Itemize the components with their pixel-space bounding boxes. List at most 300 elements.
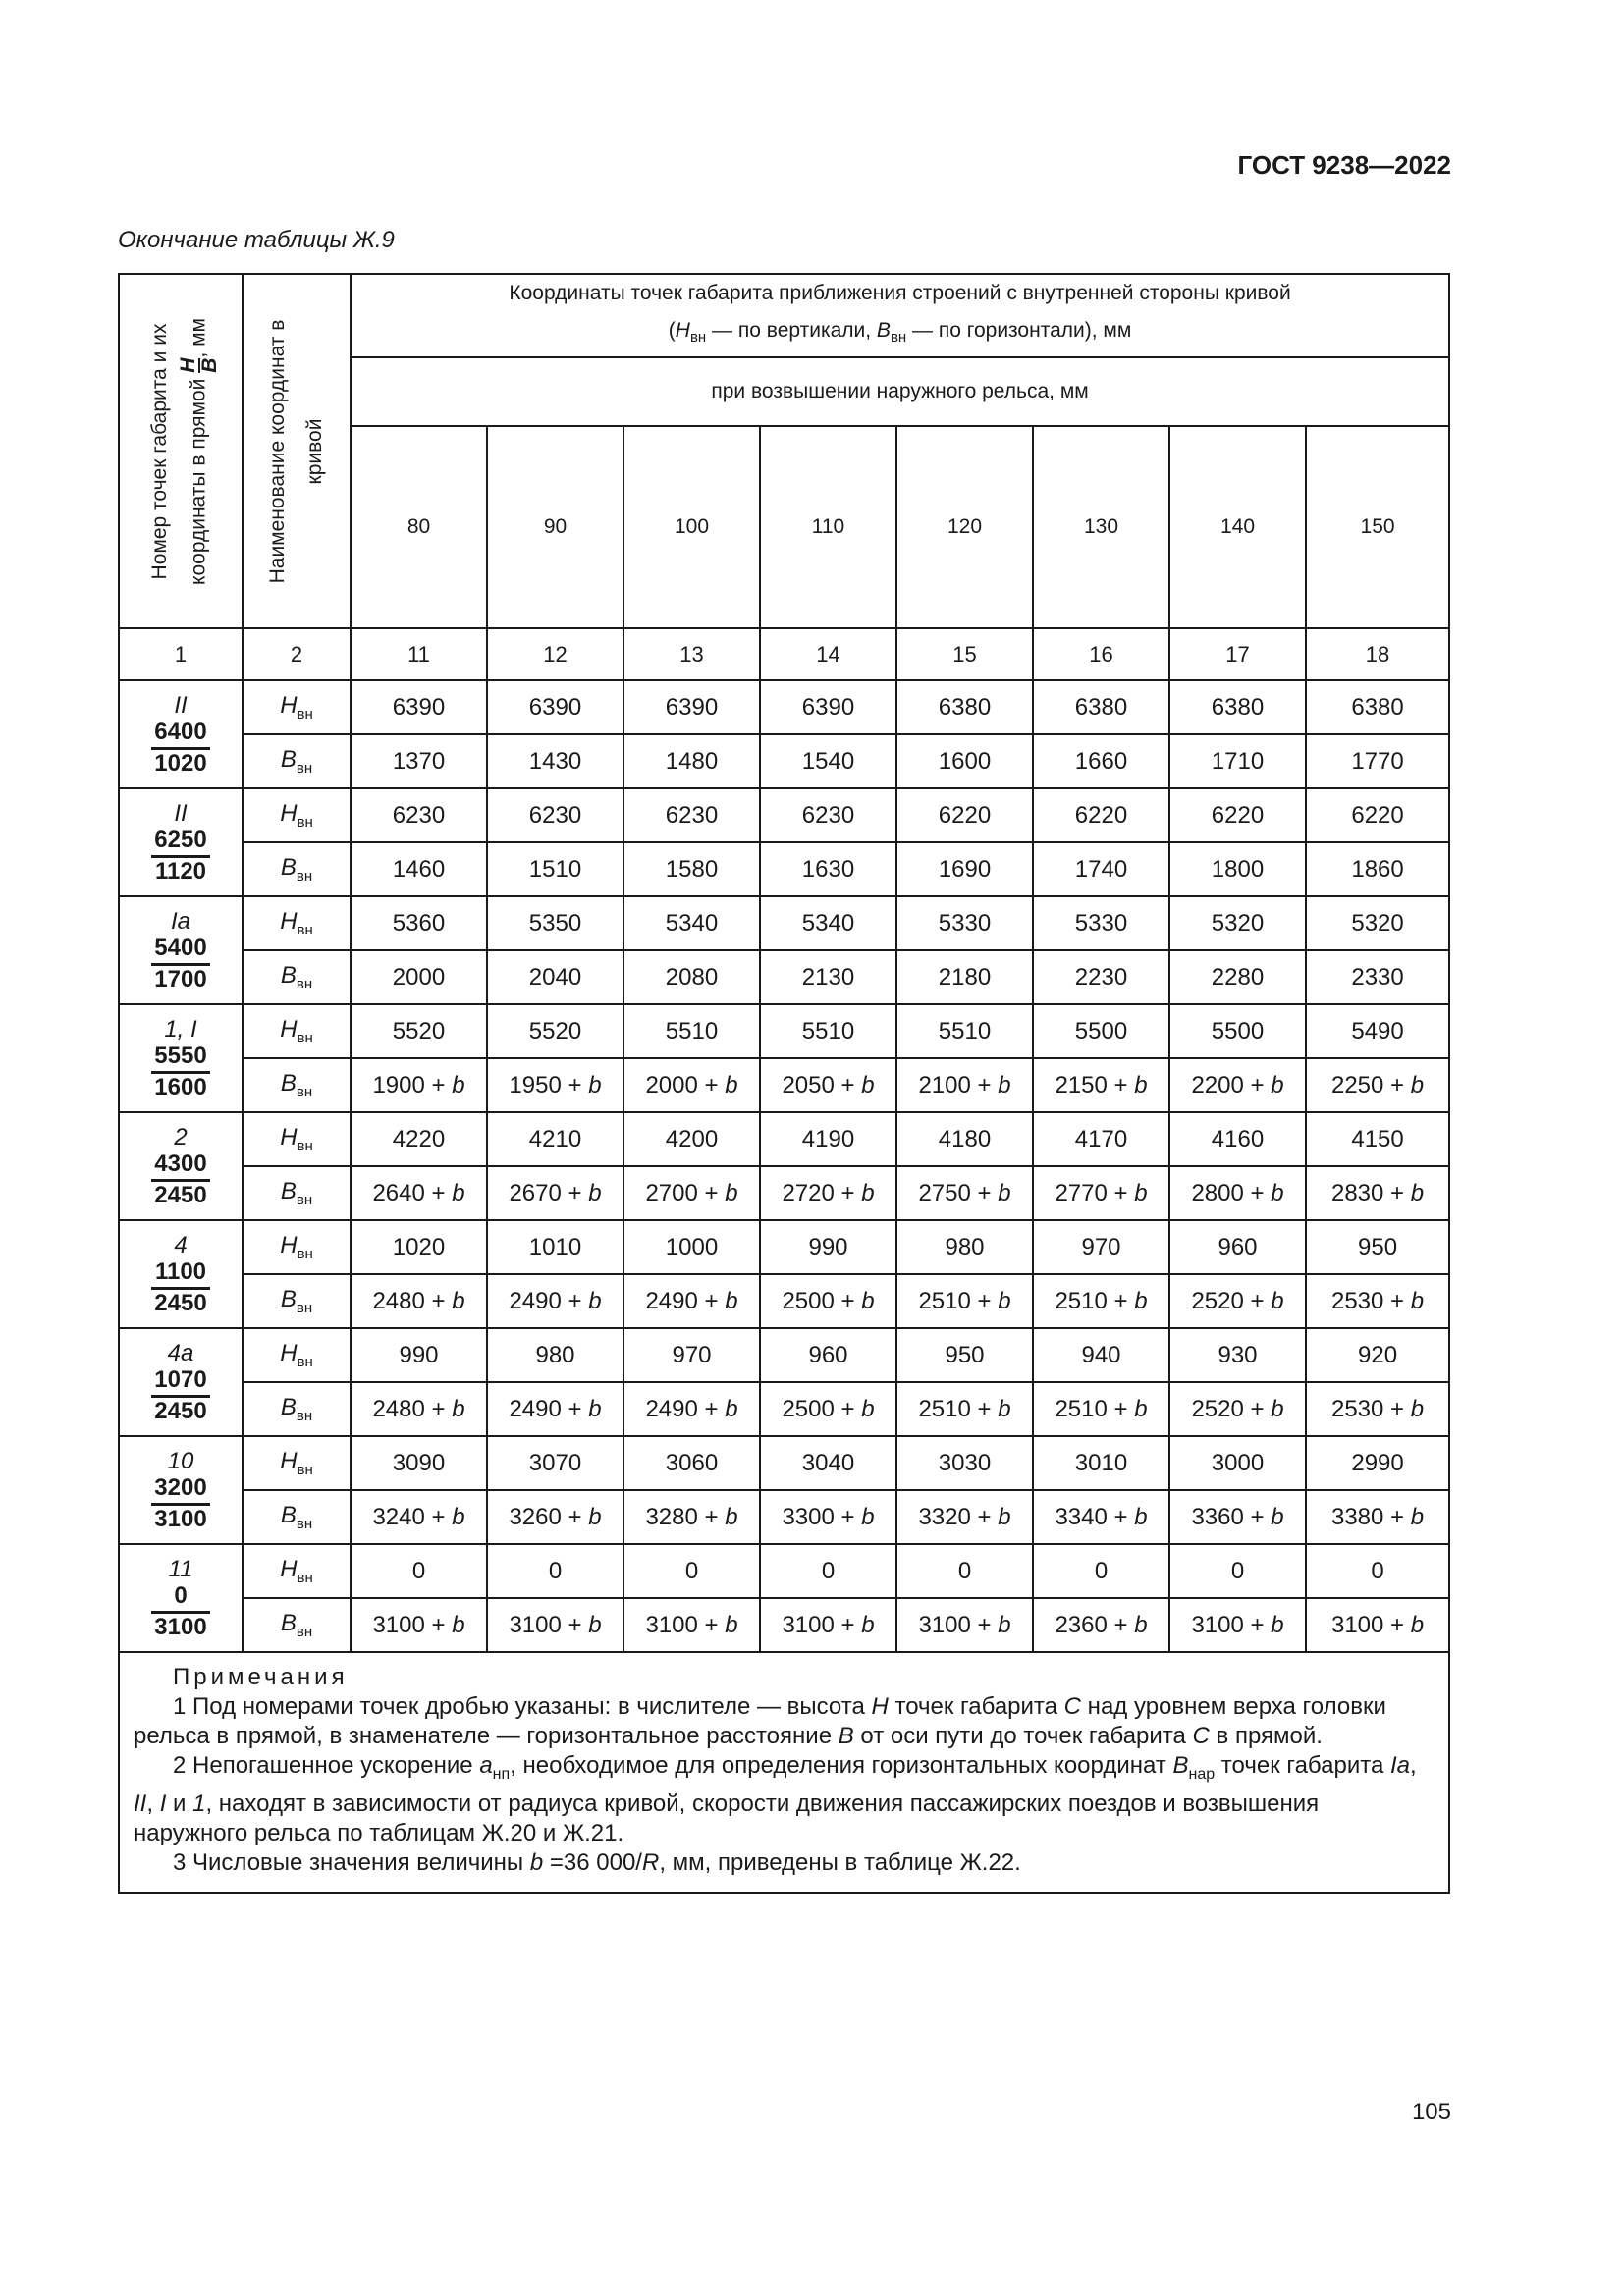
value-cell — [760, 1004, 896, 1058]
value-text: 3100 + b — [782, 1611, 875, 1638]
value-cell — [351, 734, 487, 788]
value-cell — [351, 1598, 487, 1652]
value-text: 4210 — [528, 1125, 582, 1152]
coordinate-letter: В — [280, 1394, 297, 1421]
value-cell — [1306, 1328, 1449, 1382]
point-number: 10 — [167, 1447, 194, 1474]
coordinate-subscript: вн — [297, 1138, 313, 1155]
value-cell — [487, 842, 623, 896]
fraction-numerator: 6250 — [154, 827, 207, 854]
value-text: 3380 + b — [1330, 1503, 1425, 1530]
value-text: 6220 — [938, 801, 992, 828]
coordinate-subscript: вн — [297, 706, 313, 723]
coordinate-letter: Н — [280, 1232, 298, 1259]
value-text: 6390 — [665, 693, 719, 721]
value-cell — [1033, 1490, 1169, 1544]
value-text: 2520 + b — [1191, 1395, 1284, 1422]
value-text: 2510 + b — [1055, 1287, 1148, 1314]
value-text: 6230 — [801, 801, 855, 828]
coordinate-letter: Н — [280, 800, 298, 828]
value-text: 3040 — [801, 1449, 855, 1476]
coordinate-letter: В — [280, 854, 297, 881]
value-cell — [1306, 896, 1449, 950]
value-text: 6220 — [1351, 801, 1404, 828]
value-cell — [351, 1166, 487, 1220]
value-cell — [487, 680, 623, 734]
value-cell — [623, 896, 760, 950]
coordinate-name-cell — [243, 1544, 351, 1598]
value-text: 2000 + b — [645, 1071, 738, 1098]
value-text: 6230 — [528, 801, 582, 828]
value-text: 970 — [1081, 1233, 1121, 1260]
fraction-denominator: 1120 — [151, 855, 209, 885]
value-text: 5500 — [1211, 1017, 1265, 1044]
table-row — [119, 1220, 1449, 1274]
point-coordinate-fraction — [151, 719, 209, 776]
table-row — [119, 1598, 1449, 1652]
value-cell — [351, 1112, 487, 1166]
value-text: 0 — [684, 1557, 699, 1584]
value-cell — [623, 680, 760, 734]
value-cell — [760, 1058, 896, 1112]
coordinates-header: Координаты точек габарита приближения строений с внутренней стороны кривой ($Н_{вн}$ — по вертикали, $В_{вн}$ — по горизонтали), мм — [351, 274, 1449, 357]
point-label-cell — [119, 1436, 243, 1544]
value-text: 2520 + b — [1191, 1287, 1284, 1314]
value-text: 3260 + b — [509, 1503, 602, 1530]
point-coordinate-fraction — [151, 1042, 209, 1100]
value-cell — [760, 842, 896, 896]
coordinate-name-cell — [243, 1004, 351, 1058]
note-1: 1 Под номерами точек дробью указаны: в числителе — высота H точек габарита C над уровнем верха головки рельса в прямой, в знаменателе — горизонтальное расстояние B от оси пути до точек габарита C в прямой. — [134, 1693, 1386, 1750]
coordinate-letter: В — [280, 1502, 297, 1529]
value-text: 2480 + b — [372, 1395, 465, 1422]
value-cell — [1033, 1166, 1169, 1220]
value-text: 4150 — [1351, 1125, 1404, 1152]
value-text: 5350 — [528, 909, 582, 936]
value-text: 0 — [957, 1557, 972, 1584]
value-cell — [351, 1220, 487, 1274]
value-cell — [623, 1274, 760, 1328]
note-2: 2 Непогашенное ускорение $a_{нп}$, необходимое для определения горизонтальных координат $B_{нар}$ точек габарита Ia, II, I и 1, находят в зависимости от радиуса кривой, скорости движения пассажирских поездов и возвышения наружного рельса по таблицам Ж.20 и Ж.21. — [134, 1752, 1417, 1846]
value-text: 3100 + b — [1191, 1611, 1284, 1638]
value-cell — [351, 1382, 487, 1436]
value-cell — [1306, 1382, 1449, 1436]
value-text: 3240 + b — [372, 1503, 465, 1530]
value-cell — [760, 1490, 896, 1544]
value-text: 6390 — [801, 693, 855, 721]
column-number-cell: 11 — [351, 628, 487, 680]
value-text: 5510 — [801, 1017, 855, 1044]
value-cell — [487, 734, 623, 788]
value-cell — [623, 1220, 760, 1274]
point-number: 1, I — [164, 1015, 197, 1042]
value-cell — [351, 1490, 487, 1544]
value-cell — [1306, 1004, 1449, 1058]
value-text: 2200 + b — [1191, 1071, 1284, 1098]
value-cell — [896, 842, 1033, 896]
value-cell — [1306, 788, 1449, 842]
coordinate-subscript: вн — [296, 760, 313, 777]
coordinate-name-cell — [243, 1274, 351, 1328]
fraction-numerator: 0 — [174, 1582, 188, 1610]
value-cell — [487, 788, 623, 842]
value-cell — [1306, 1166, 1449, 1220]
table-row — [119, 1058, 1449, 1112]
value-text: 3000 — [1211, 1449, 1265, 1476]
value-cell — [487, 896, 623, 950]
coordinate-letter: Н — [280, 1556, 298, 1583]
value-text: 960 — [1218, 1233, 1258, 1260]
value-cell — [1306, 1490, 1449, 1544]
value-text: 940 — [1081, 1341, 1121, 1368]
point-number: 4a — [167, 1339, 194, 1366]
value-cell — [1169, 1220, 1306, 1274]
value-cell — [1306, 1544, 1449, 1598]
point-label-cell — [119, 788, 243, 896]
value-text: 3100 + b — [645, 1611, 738, 1638]
elevation-header-cell: 100 — [623, 426, 760, 628]
value-text: 1460 — [392, 855, 446, 882]
coordinate-letter: В — [280, 962, 297, 989]
value-text: 2000 — [392, 963, 446, 990]
value-cell — [623, 788, 760, 842]
point-coordinate-fraction — [151, 1582, 209, 1640]
value-cell — [760, 1436, 896, 1490]
column-number-cell: 12 — [487, 628, 623, 680]
value-cell — [1033, 1004, 1169, 1058]
page-number: 105 — [1411, 2099, 1451, 2125]
value-text: 1860 — [1351, 855, 1404, 882]
value-cell — [1033, 1544, 1169, 1598]
value-cell — [487, 1598, 623, 1652]
coordinate-name-cell — [243, 1598, 351, 1652]
col2-header: Наименование координат в кривой — [243, 274, 351, 628]
value-text: 6390 — [528, 693, 582, 721]
value-cell — [487, 1382, 623, 1436]
value-text: 990 — [399, 1341, 439, 1368]
value-text: 2150 + b — [1055, 1071, 1148, 1098]
value-text: 5510 — [938, 1017, 992, 1044]
value-text: 5500 — [1074, 1017, 1128, 1044]
value-text: 930 — [1218, 1341, 1258, 1368]
value-text: 2040 — [528, 963, 582, 990]
value-cell — [1169, 1004, 1306, 1058]
point-label-cell — [119, 896, 243, 1004]
value-cell — [1033, 1328, 1169, 1382]
value-cell — [623, 842, 760, 896]
value-cell — [760, 1382, 896, 1436]
value-text: 6380 — [1074, 693, 1128, 721]
value-cell — [896, 1490, 1033, 1544]
value-cell — [1306, 1436, 1449, 1490]
value-text: 2530 + b — [1330, 1395, 1425, 1422]
coordinate-letter: Н — [280, 1124, 298, 1151]
gabarit-table — [118, 273, 1450, 1894]
value-text: 5330 — [1074, 909, 1128, 936]
value-text: 3320 + b — [918, 1503, 1011, 1530]
value-cell — [1169, 1382, 1306, 1436]
value-cell — [760, 788, 896, 842]
coordinate-subscript: вн — [296, 1624, 313, 1641]
value-text: 950 — [945, 1341, 985, 1368]
value-cell — [1306, 842, 1449, 896]
value-text: 2530 + b — [1330, 1287, 1425, 1314]
fraction-denominator: 1020 — [151, 747, 209, 777]
elevation-header-cell: 90 — [487, 426, 623, 628]
value-text: 0 — [1371, 1557, 1384, 1584]
value-text: 3360 + b — [1191, 1503, 1284, 1530]
fraction-numerator: 5550 — [154, 1042, 207, 1070]
value-text: 2130 — [801, 963, 855, 990]
value-cell — [1033, 1436, 1169, 1490]
value-text: 1690 — [938, 855, 992, 882]
coordinate-subscript: вн — [296, 1300, 313, 1317]
value-cell — [896, 1544, 1033, 1598]
value-text: 5340 — [665, 909, 719, 936]
value-text: 1480 — [665, 747, 719, 774]
value-cell — [1169, 1274, 1306, 1328]
document-title: ГОСТ 9238—2022 — [1237, 150, 1451, 180]
value-cell — [1169, 1598, 1306, 1652]
value-cell — [1169, 680, 1306, 734]
table-row — [119, 1274, 1449, 1328]
value-text: 1740 — [1074, 855, 1128, 882]
value-text: 1370 — [392, 747, 446, 774]
value-cell — [1169, 788, 1306, 842]
coordinate-subscript: вн — [297, 814, 313, 831]
table-row — [119, 1328, 1449, 1382]
value-text: 2080 — [665, 963, 719, 990]
value-cell — [896, 1004, 1033, 1058]
value-text: 3070 — [528, 1449, 582, 1476]
table-row — [119, 788, 1449, 842]
value-cell — [623, 950, 760, 1004]
value-text: 6230 — [392, 801, 446, 828]
value-text: 2800 + b — [1191, 1179, 1284, 1206]
value-text: 6380 — [938, 693, 992, 721]
value-text: 1510 — [528, 855, 582, 882]
elevation-header-cell: 130 — [1033, 426, 1169, 628]
value-text: 3030 — [938, 1449, 992, 1476]
coordinate-letter: В — [280, 746, 297, 774]
column-number-cell: 2 — [243, 628, 351, 680]
value-text: 5320 — [1351, 909, 1404, 936]
coordinate-subscript: вн — [297, 1462, 313, 1479]
value-cell — [1306, 1058, 1449, 1112]
value-cell — [896, 1274, 1033, 1328]
value-cell — [487, 1220, 623, 1274]
value-text: 1950 + b — [509, 1071, 602, 1098]
point-number: II — [174, 691, 188, 719]
coordinate-subscript: вн — [297, 1030, 313, 1047]
value-cell — [1169, 1490, 1306, 1544]
point-coordinate-fraction — [151, 1258, 209, 1316]
table-row — [119, 680, 1449, 734]
value-cell — [1169, 1112, 1306, 1166]
value-cell — [760, 1328, 896, 1382]
value-cell — [487, 1166, 623, 1220]
value-cell — [896, 1598, 1033, 1652]
table-row — [119, 1490, 1449, 1544]
value-text: 2480 + b — [372, 1287, 465, 1314]
value-cell — [1033, 950, 1169, 1004]
value-cell — [1306, 1220, 1449, 1274]
value-cell — [623, 1544, 760, 1598]
coordinate-name-cell — [243, 734, 351, 788]
value-text: 1430 — [528, 747, 582, 774]
value-text: 3340 + b — [1055, 1503, 1148, 1530]
column-number-cell: 16 — [1033, 628, 1169, 680]
value-cell — [1306, 950, 1449, 1004]
value-cell — [896, 1112, 1033, 1166]
value-text: 4190 — [801, 1125, 855, 1152]
value-cell — [760, 1598, 896, 1652]
value-text: 3010 — [1074, 1449, 1128, 1476]
column-number-cell: 14 — [760, 628, 896, 680]
fraction-numerator: 5400 — [154, 934, 207, 962]
value-cell — [760, 950, 896, 1004]
point-label-cell — [119, 1544, 243, 1652]
value-cell — [1169, 842, 1306, 896]
value-cell — [1033, 1598, 1169, 1652]
coordinate-name-cell — [243, 950, 351, 1004]
value-cell — [896, 950, 1033, 1004]
value-text: 1710 — [1211, 747, 1265, 774]
value-cell — [623, 1058, 760, 1112]
note-3: 3 Числовые значения величины b =36 000/R, мм, приведены в таблице Ж.22. — [173, 1848, 1021, 1876]
coordinate-subscript: вн — [297, 1570, 313, 1587]
value-cell — [351, 1058, 487, 1112]
value-text: 4170 — [1074, 1125, 1128, 1152]
value-text: 2500 + b — [782, 1395, 875, 1422]
value-cell — [896, 896, 1033, 950]
value-text: 2050 + b — [782, 1071, 875, 1098]
fraction-denominator: 3100 — [151, 1503, 209, 1533]
coordinate-subscript: вн — [296, 1516, 313, 1533]
coordinate-subscript: вн — [297, 1246, 313, 1263]
value-cell — [1033, 788, 1169, 842]
value-text: 980 — [945, 1233, 985, 1260]
fraction-numerator: 3200 — [154, 1474, 207, 1502]
elevation-header-cell: 110 — [760, 426, 896, 628]
value-cell — [896, 1382, 1033, 1436]
coordinate-letter: В — [280, 1286, 297, 1313]
value-text: 2250 + b — [1330, 1071, 1425, 1098]
value-text: 2490 + b — [509, 1395, 602, 1422]
table-row — [119, 1436, 1449, 1490]
point-label-cell — [119, 1220, 243, 1328]
value-text: 2180 — [938, 963, 992, 990]
coordinate-subscript: вн — [296, 1408, 313, 1425]
value-text: 3100 + b — [1330, 1611, 1425, 1638]
value-text: 2100 + b — [918, 1071, 1011, 1098]
value-cell — [760, 1544, 896, 1598]
value-cell — [351, 896, 487, 950]
value-cell — [896, 788, 1033, 842]
value-cell — [1169, 896, 1306, 950]
value-text: 2500 + b — [782, 1287, 875, 1314]
coordinate-subscript: вн — [296, 976, 313, 993]
value-text: 2490 + b — [645, 1287, 738, 1314]
value-cell — [1169, 1328, 1306, 1382]
value-cell — [896, 1058, 1033, 1112]
coordinate-subscript: вн — [296, 868, 313, 885]
value-cell — [1033, 1382, 1169, 1436]
point-number: Ia — [170, 907, 190, 934]
fraction-denominator: 1600 — [151, 1071, 209, 1101]
value-text: 1010 — [528, 1233, 582, 1260]
coordinate-letter: Н — [280, 1448, 298, 1475]
elevation-subheader: при возвышении наружного рельса, мм — [351, 357, 1449, 426]
table-row — [119, 1004, 1449, 1058]
point-number: II — [174, 799, 188, 827]
notes-block — [119, 1652, 1449, 1893]
value-text: 5490 — [1351, 1017, 1404, 1044]
value-text: 0 — [1094, 1557, 1109, 1584]
value-cell — [1033, 734, 1169, 788]
value-text: 3100 + b — [372, 1611, 465, 1638]
value-cell — [760, 896, 896, 950]
value-text: 1580 — [665, 855, 719, 882]
value-text: 1020 — [392, 1233, 446, 1260]
column-number-cell: 17 — [1169, 628, 1306, 680]
value-cell — [351, 1544, 487, 1598]
fraction-numerator: 6400 — [154, 719, 207, 746]
value-text: 0 — [1230, 1557, 1245, 1584]
point-coordinate-fraction — [151, 934, 209, 992]
value-cell — [1033, 1220, 1169, 1274]
value-text: 2830 + b — [1330, 1179, 1425, 1206]
value-cell — [896, 1328, 1033, 1382]
value-text: 5360 — [392, 909, 446, 936]
value-cell — [351, 950, 487, 1004]
value-cell — [760, 1112, 896, 1166]
value-cell — [896, 680, 1033, 734]
value-cell — [487, 1004, 623, 1058]
value-text: 920 — [1358, 1341, 1398, 1368]
column-number-cell: 18 — [1306, 628, 1449, 680]
value-text: 6390 — [392, 693, 446, 721]
value-text: 3100 + b — [509, 1611, 602, 1638]
value-text: 3060 — [665, 1449, 719, 1476]
value-cell — [623, 1598, 760, 1652]
table-row — [119, 1166, 1449, 1220]
value-text: 2490 + b — [645, 1395, 738, 1422]
value-text: 1000 — [665, 1233, 719, 1260]
value-text: 0 — [548, 1557, 563, 1584]
value-cell — [623, 1112, 760, 1166]
point-coordinate-fraction — [151, 1366, 209, 1424]
value-text: 4160 — [1211, 1125, 1265, 1152]
value-cell — [623, 1382, 760, 1436]
value-text: 5330 — [938, 909, 992, 936]
point-coordinate-fraction — [151, 1474, 209, 1532]
value-cell — [1033, 1274, 1169, 1328]
point-label-cell — [119, 1004, 243, 1112]
coordinate-name-cell — [243, 1112, 351, 1166]
value-text: 2510 + b — [918, 1287, 1011, 1314]
fraction-numerator: 1100 — [154, 1258, 207, 1286]
value-text: 5510 — [665, 1017, 719, 1044]
value-text: 1540 — [801, 747, 855, 774]
table-row — [119, 734, 1449, 788]
value-cell — [351, 788, 487, 842]
value-cell — [351, 1328, 487, 1382]
value-cell — [487, 1112, 623, 1166]
value-text: 1660 — [1074, 747, 1128, 774]
value-cell — [760, 680, 896, 734]
value-cell — [487, 1328, 623, 1382]
